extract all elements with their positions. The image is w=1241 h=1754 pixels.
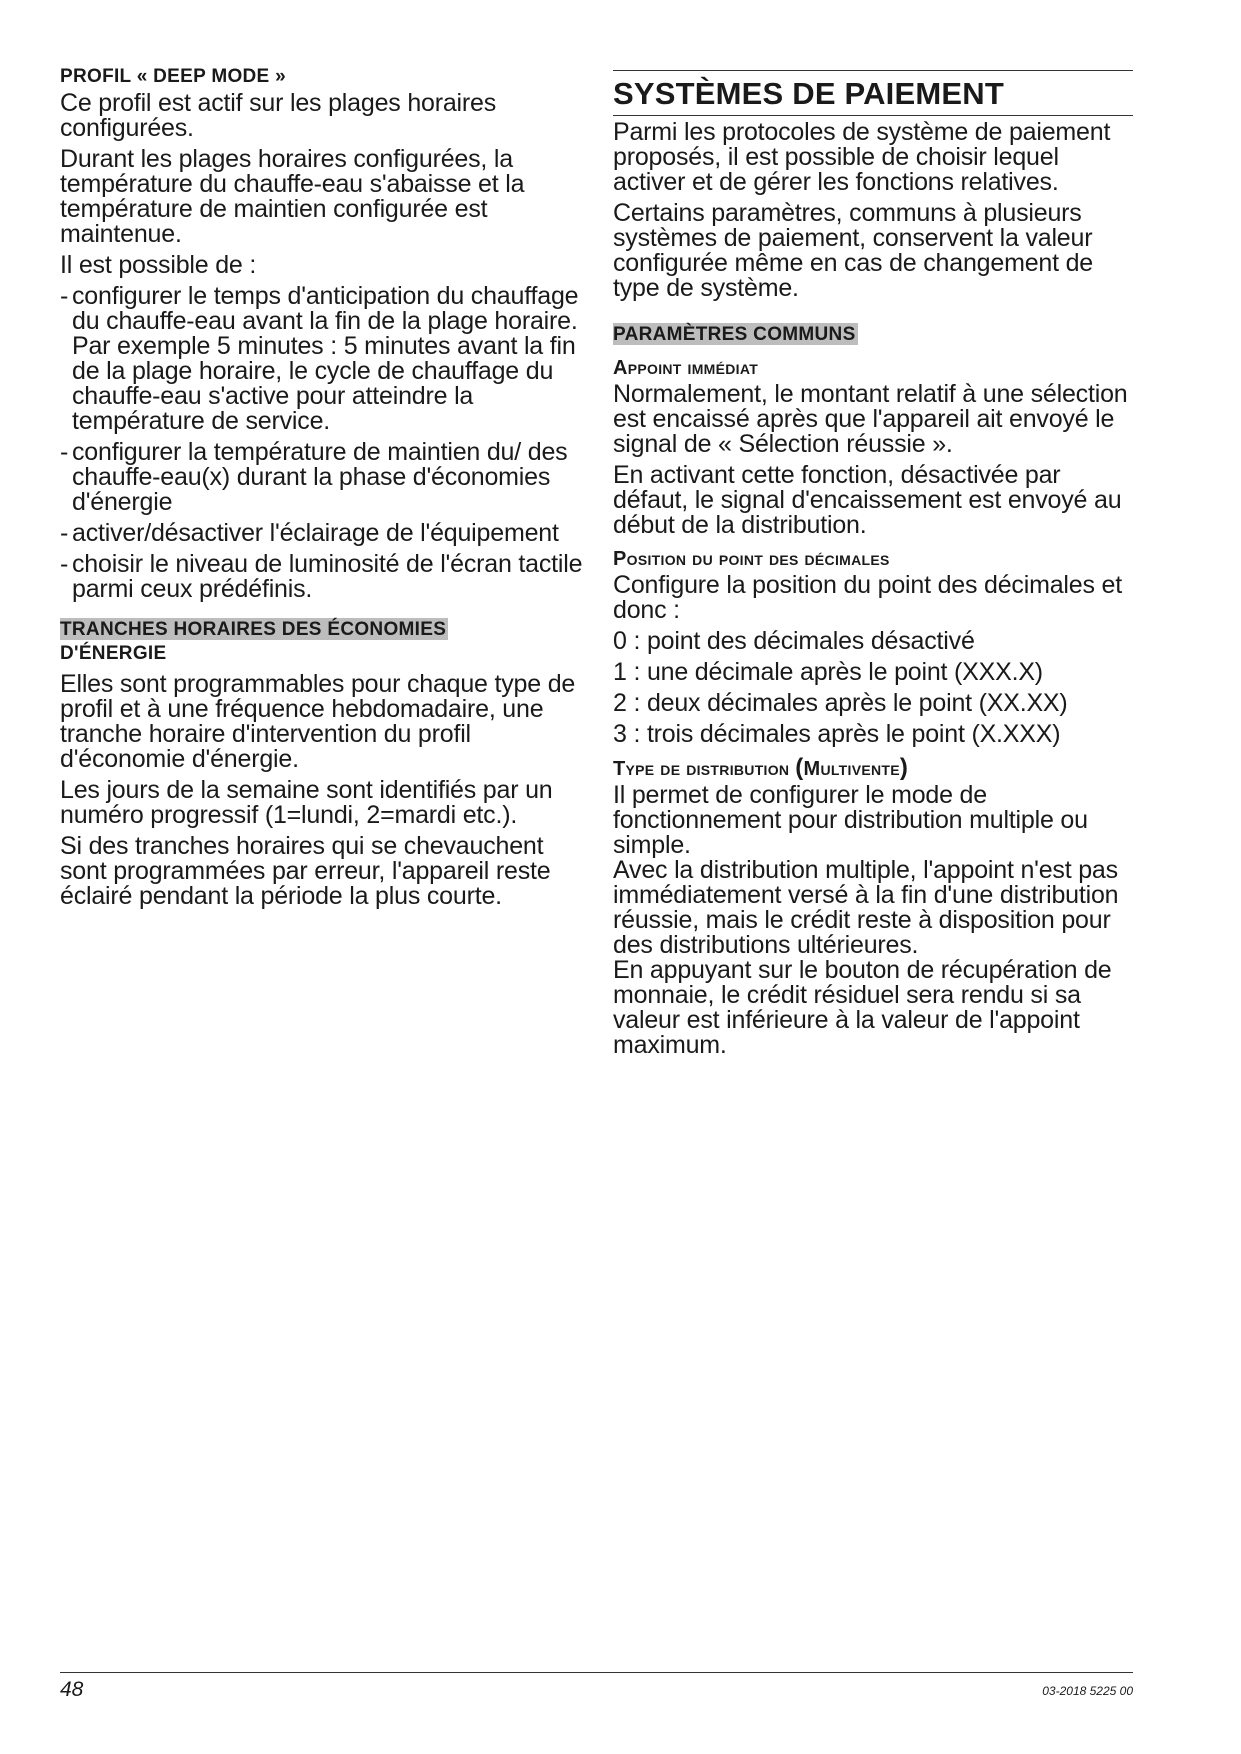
paragraph: Si des tranches horaires qui se chevauchent sont programmées par erreur, l'appareil reste éclairé pendant la période la plus courte. — [60, 832, 551, 910]
right-column — [613, 66, 1133, 1064]
document-code: 03-2018 5225 00 — [1042, 1684, 1133, 1698]
footer-divider — [60, 1672, 1133, 1673]
decimal-option: 0 : point des décimales désactivé — [613, 627, 975, 655]
params-heading-text: PARAMÈTRES COMMUNS — [613, 324, 856, 345]
section-title: SYSTÈMES DE PAIEMENT — [613, 70, 1133, 116]
list-item-text: configurer le temps d'anticipation du chauffage du chauffe-eau avant la fin de la plage horaire. — [72, 282, 579, 335]
paragraph: Ce profil est actif sur les plages horaires configurées. — [60, 89, 497, 142]
type-heading-text: Type de distribution — [613, 758, 790, 780]
list-item — [60, 552, 584, 602]
paragraph: Avec la distribution multiple, l'appoint n'est pas immédiatement versé à la fin d'une distribution réussie, mais le crédit reste à disposition pour des distributions ultérieures. — [613, 856, 1119, 959]
paragraph: Il est possible de : — [60, 251, 257, 279]
paragraph: Parmi les protocoles de système de paiement proposés, il est possible de choisir lequel activer et de gérer les fonctions relatives. — [613, 118, 1111, 196]
page-number: 48 — [60, 1678, 84, 1701]
list-item-text: activer/désactiver l'éclairage de l'équipement — [72, 519, 559, 547]
paragraph: Les jours de la semaine sont identifiés par un numéro progressif (1=lundi, 2=mardi etc.). — [60, 776, 553, 829]
paragraph: En appuyant sur le bouton de récupération de monnaie, le crédit résiduel sera rendu si sa valeur est inférieure à la valeur de l'appoint maximum. — [613, 956, 1112, 1059]
paragraph: Il permet de configurer le mode de fonctionnement pour distribution multiple ou simple. — [613, 781, 1088, 859]
type-heading: Type de distribution (Multivente) — [613, 754, 909, 781]
decimal-option: 1 : une décimale après le point (XXX.X) — [613, 658, 1043, 686]
list-item-text: choisir le niveau de luminosité de l'écran tactile parmi ceux prédéfinis. — [72, 550, 583, 603]
position-heading: Position du point des décimales — [613, 548, 890, 570]
list-item-text: configurer la température de maintien du/ des chauffe-eau(x) durant la phase d'économies d'énergie — [72, 438, 568, 516]
paragraph: En activant cette fonction, désactivée par défaut, le signal d'encaissement est envoyé au début de la distribution. — [613, 461, 1122, 539]
appoint-heading: Appoint immédiat — [613, 357, 759, 379]
paragraph: Configure la position du point des décimales et donc : — [613, 571, 1122, 624]
paragraph: Elles sont programmables pour chaque type de profil et à une fréquence hebdomadaire, une tranche horaire d'intervention du profil d'économie d'énergie. — [60, 670, 576, 773]
deep-mode-heading: PROFIL « DEEP MODE » — [60, 66, 286, 87]
list-item — [60, 284, 584, 434]
tranches-heading-line1: TRANCHES HORAIRES DES ÉCONOMIES — [60, 619, 447, 640]
options-list — [60, 284, 584, 602]
tranches-heading — [60, 618, 584, 666]
left-column — [60, 66, 584, 915]
paragraph: Durant les plages horaires configurées, la température du chauffe-eau s'abaisse et la température de maintien configurée est maintenue. — [60, 145, 525, 248]
params-heading — [613, 323, 1133, 347]
paragraph: Normalement, le montant relatif à une sélection est encaissé après que l'appareil ait envoyé le signal de « Sélection réussie ». — [613, 380, 1128, 458]
list-item-example: Par exemple 5 minutes : 5 minutes avant la fin de la plage horaire, le cycle de chauffage du chauffe-eau s'active pour atteindre la température de service. — [72, 332, 576, 435]
paragraph: Certains paramètres, communs à plusieurs systèmes de paiement, conservent la valeur configurée même en cas de changement de type de système. — [613, 199, 1094, 302]
decimal-option: 3 : trois décimales après le point (X.XXX) — [613, 720, 1061, 748]
tranches-heading-line2: D'ÉNERGIE — [60, 643, 167, 664]
decimal-option: 2 : deux décimales après le point (XX.XX) — [613, 689, 1068, 717]
list-item — [60, 521, 584, 546]
list-item — [60, 440, 584, 515]
type-heading-sub: Multivente — [803, 758, 900, 780]
